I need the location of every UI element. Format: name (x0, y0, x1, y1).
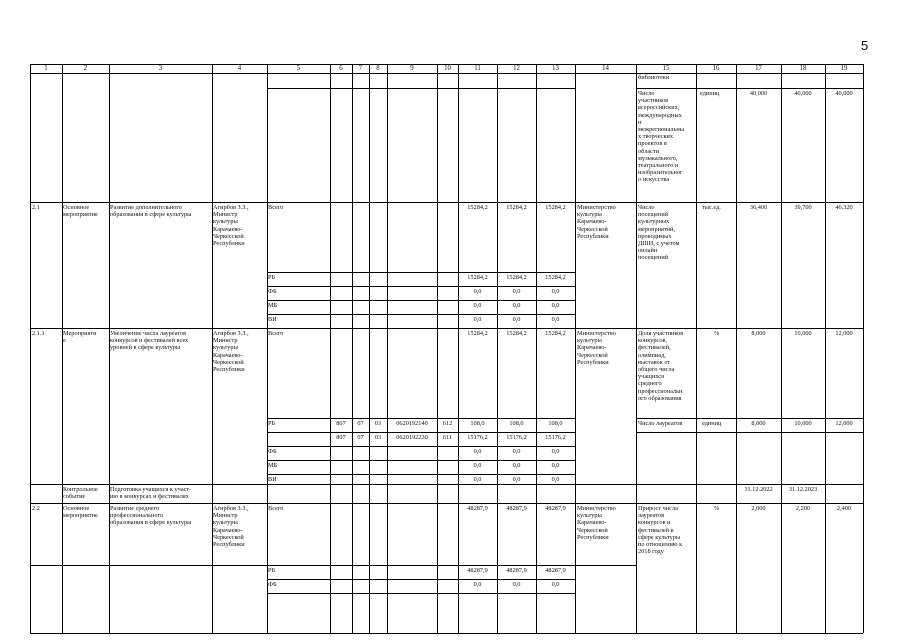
grid-line (575, 565, 636, 566)
col-header-11: 11 (474, 65, 481, 72)
rb1-13: 108,0 (548, 420, 563, 427)
total-12: 15284,2 (506, 330, 527, 337)
row-executor: Министерство культуры Карачаево- Черкесской Республики (577, 330, 616, 366)
indicator-unit: единиц (700, 90, 720, 97)
grid-line (267, 432, 575, 433)
total-13: 15284,2 (545, 204, 566, 211)
grid-line (267, 64, 268, 633)
col-header-5: 5 (296, 65, 301, 72)
value-18: 39,700 (794, 204, 812, 211)
rb1-c6: 807 (336, 420, 346, 427)
value-17: 40,000 (749, 90, 768, 97)
rb2-c7: 07 (357, 434, 364, 441)
total-11: 15284,2 (467, 330, 488, 337)
row-name: Увеличение числа лауреатов конкурсов и фестивалей всех уровней в сфере культуры (110, 330, 189, 352)
rb2-c6: 807 (336, 434, 346, 441)
mb-12: 0,0 (512, 462, 521, 469)
col-header-17: 17 (755, 65, 762, 72)
grid-line (369, 64, 370, 633)
grid-line (267, 286, 575, 287)
grid-line (62, 64, 63, 633)
grid-line (575, 64, 576, 633)
row-name: Развитие дополнительного образования в сфере культуры (110, 204, 192, 219)
rb-13: 15284,2 (545, 274, 566, 281)
grid-line (636, 64, 637, 633)
col-header-13: 13 (552, 65, 559, 72)
total-13: 48287,9 (545, 505, 566, 512)
rb-13: 48287,9 (545, 567, 566, 574)
grid-line (30, 484, 863, 485)
value-17: 8,000 (751, 330, 766, 337)
total-12: 15284,2 (506, 204, 527, 211)
rb2-11: 15176,2 (467, 434, 488, 441)
fb-11: 0,0 (473, 288, 482, 295)
total-12: 48287,9 (506, 505, 527, 512)
col-header-16: 16 (712, 65, 720, 72)
rb-11: 48287,9 (467, 567, 488, 574)
value-18: 2,200 (795, 505, 811, 512)
row-executor: Министерство культуры Карачаево- Черкесской Республики (577, 204, 616, 240)
source-mb: МБ (268, 302, 278, 309)
date-17: 31.12.2022 (744, 486, 773, 493)
fb-13: 0,0 (551, 288, 560, 295)
source-total: Всего (268, 505, 284, 512)
grid-line (497, 64, 498, 633)
fb-11: 0,0 (473, 581, 482, 588)
indicator-name: Прирост числа лауреатов конкурсов и фестивалей в сфере культуры по отношению к 2018 году (638, 505, 683, 556)
col-header-1: 1 (44, 65, 48, 72)
rb1-11: 108,0 (470, 420, 485, 427)
source-vi: ВИ (268, 476, 277, 483)
grid-line (267, 460, 575, 461)
grid-line (437, 64, 438, 633)
grid-line (30, 202, 863, 203)
row-number: 2.2 (32, 505, 40, 512)
grid-line (781, 64, 782, 633)
rb2-13: 15176,2 (545, 434, 566, 441)
row-number: 2.1.1 (32, 330, 45, 337)
grid-line (387, 64, 388, 633)
rb1-c9: 0620192140 (396, 420, 428, 427)
grid-line (636, 88, 863, 89)
source-fb: ФБ (268, 288, 277, 295)
indicator-continuation: библиотеки (638, 74, 670, 81)
row-type: Основное мероприятие (63, 505, 98, 520)
grid-line (267, 272, 575, 273)
grid-line (736, 64, 737, 633)
grid-line (267, 314, 575, 315)
rb1-c8: 03 (374, 420, 382, 427)
col-header-19: 19 (840, 65, 848, 72)
vi-13: 0,0 (551, 476, 560, 483)
total-11: 15284,2 (467, 204, 488, 211)
grid-line (30, 633, 863, 634)
grid-line (267, 593, 575, 594)
row-responsible: Агирбов З.З., Министр культуры Карачаево- Черкесской Республики (213, 204, 249, 248)
row-responsible: Агирбов З.З., Министр культуры Карачаево- Черкесской Республики (213, 505, 249, 549)
rb2-c8: 03 (374, 434, 382, 441)
mb-11: 0,0 (473, 302, 482, 309)
fb-13: 0,0 (551, 448, 560, 455)
grid-line (30, 64, 31, 633)
grid-line (267, 446, 575, 447)
value-18: 10,000 (794, 330, 812, 337)
grid-line (636, 418, 863, 419)
mb-11: 0,0 (473, 462, 482, 469)
total-11: 48287,9 (467, 505, 488, 512)
value-17: 36,400 (749, 204, 768, 211)
indicator-unit-2: единиц (702, 420, 722, 427)
rb1-c10: 612 (442, 420, 453, 427)
vi-13: 0,0 (551, 316, 560, 323)
col-header-8: 8 (376, 65, 380, 72)
value-17: 2,000 (751, 505, 766, 512)
total-13: 15284,2 (545, 330, 566, 337)
vi-12: 0,0 (512, 316, 521, 323)
value-19: 2,400 (836, 505, 852, 512)
indicator-unit: % (714, 505, 720, 512)
source-rb: РБ (268, 567, 276, 574)
row-type: Контрольное событие (63, 486, 98, 501)
fb-12: 0,0 (512, 288, 521, 295)
mb-13: 0,0 (551, 462, 560, 469)
grid-line (30, 565, 267, 566)
fb-12: 0,0 (512, 581, 521, 588)
fb-12: 0,0 (512, 448, 521, 455)
col-header-12: 12 (513, 65, 520, 72)
grid-line (825, 64, 826, 633)
source-rb: РБ (268, 420, 276, 427)
grid-line (536, 64, 537, 633)
value-19: 46,320 (835, 204, 853, 211)
indicator-name-2: Число лауреатов (638, 420, 683, 427)
grid-line (696, 64, 697, 633)
grid-line (267, 579, 575, 580)
col-header-14: 14 (602, 65, 609, 72)
indicator-name: Число участников всероссийских, международных и межрегиональны х творческих проектов в области музыкального, театрального и изобразительног о искусства (638, 90, 685, 184)
rb-12: 15284,2 (506, 274, 527, 281)
row-number: 2.1 (32, 204, 40, 211)
vi-11: 0,0 (473, 316, 482, 323)
value-17-2: 8,000 (751, 420, 766, 427)
grid-line (267, 565, 575, 566)
value-18: 40,000 (794, 90, 812, 97)
vi-12: 0,0 (512, 476, 521, 483)
grid-line (458, 64, 459, 633)
col-header-2: 2 (83, 65, 88, 72)
rb1-12: 108,0 (509, 420, 524, 427)
indicator-unit: % (714, 330, 720, 337)
source-rb: РБ (268, 274, 276, 281)
row-type: Основное мероприятие (63, 204, 98, 219)
indicator-name: Доля участников конкурсов, фестивалей, олимпиад, выставок от общего числа учащихся среднего профессиональн ого образования (638, 330, 684, 402)
value-18-2: 10,000 (794, 420, 812, 427)
col-header-4: 4 (237, 65, 242, 72)
col-header-3: 3 (158, 65, 163, 72)
fb-13: 0,0 (551, 581, 560, 588)
grid-line (30, 503, 863, 504)
value-19-2: 12,000 (835, 420, 853, 427)
rb2-c10: 611 (442, 434, 453, 441)
program-table (30, 64, 863, 633)
grid-line (330, 64, 331, 633)
row-name: Развитие среднего профессионального образования в сфере культуры (110, 505, 192, 527)
col-header-18: 18 (799, 65, 807, 72)
page-number: 5 (861, 38, 869, 53)
mb-12: 0,0 (512, 302, 521, 309)
rb-12: 48287,9 (506, 567, 527, 574)
grid-line (267, 418, 575, 419)
source-total: Всего (268, 204, 284, 211)
value-19: 40,000 (835, 90, 853, 97)
source-fb: ФБ (268, 448, 277, 455)
vi-11: 0,0 (473, 476, 482, 483)
row-responsible: Агирбов З.З., Министр культуры Карачаево- Черкесской Республики (213, 330, 249, 374)
fb-11: 0,0 (473, 448, 482, 455)
grid-line (30, 328, 863, 329)
row-executor: Министерство культуры Карачаево- Черкесской Республики (577, 505, 616, 541)
grid-line (30, 73, 863, 74)
grid-line (636, 432, 863, 433)
col-header-15: 15 (662, 65, 670, 72)
source-total: Всего (268, 330, 284, 337)
value-19: 12,000 (835, 330, 853, 337)
source-vi: ВИ (268, 316, 277, 323)
grid-line (352, 64, 353, 633)
indicator-name: Число посещений культурных мероприятий, проводимых ДШИ, с учетом онлайн посещений (638, 204, 680, 262)
col-header-10: 10 (444, 65, 451, 72)
rb2-c9: 0620192230 (396, 434, 428, 441)
rb1-c7: 07 (357, 420, 364, 427)
source-mb: МБ (268, 462, 278, 469)
grid-line (267, 300, 575, 301)
grid-line (863, 64, 864, 633)
indicator-unit: тыс.ед. (702, 204, 721, 211)
col-header-6: 6 (339, 65, 343, 72)
grid-line (267, 88, 575, 89)
source-fb: ФБ (268, 581, 277, 588)
row-name: Подготовка учащихся к участ- ию в конкурсах и фестивалях (110, 486, 192, 501)
rb-11: 15284,2 (467, 274, 488, 281)
rb2-12: 15176,2 (506, 434, 527, 441)
row-type: Мероприяти е (63, 330, 97, 345)
col-header-9: 9 (410, 65, 414, 72)
col-header-7: 7 (358, 65, 363, 72)
mb-13: 0,0 (551, 302, 560, 309)
date-18: 31.12.2023 (788, 486, 818, 493)
grid-line (267, 474, 575, 475)
